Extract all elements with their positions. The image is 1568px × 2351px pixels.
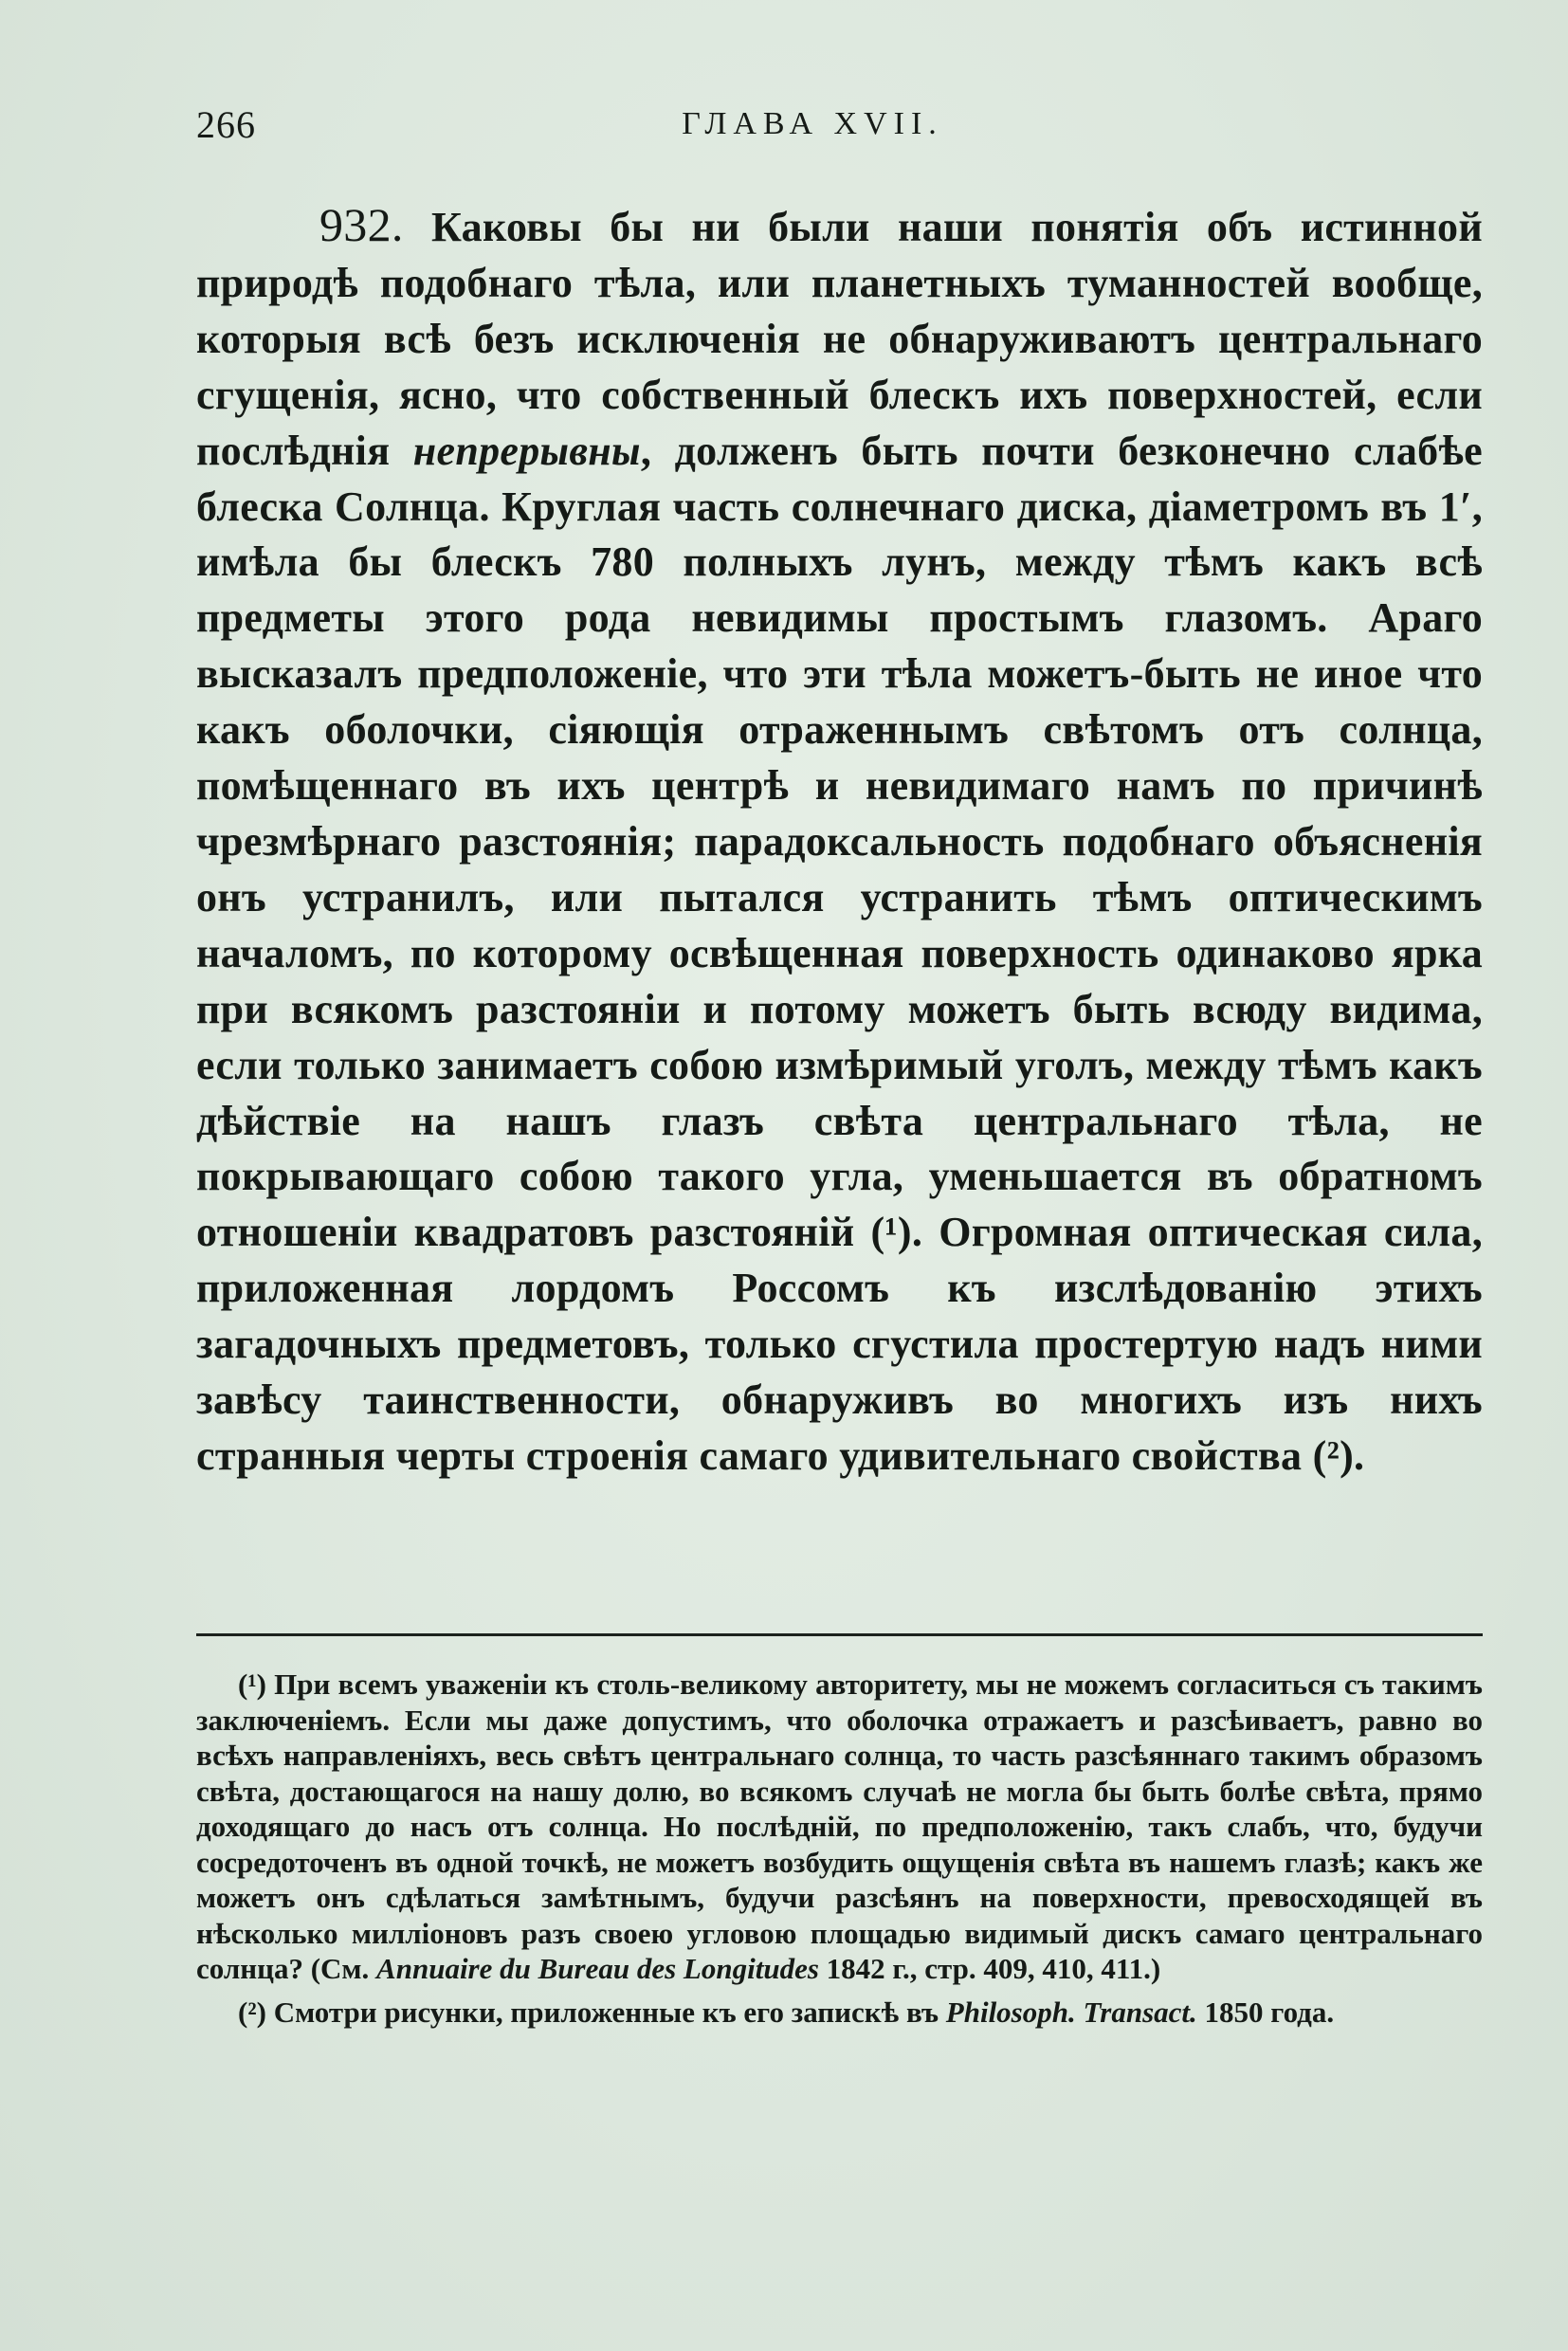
footnote-1-marker: (¹) xyxy=(238,1668,266,1701)
footnote-1 xyxy=(196,1667,1483,1987)
footnotes xyxy=(196,1667,1483,2030)
running-title: ГЛАВА XVII. xyxy=(682,106,943,141)
footnote-2-tail: 1850 года. xyxy=(1196,1995,1335,2029)
footnote-1-text: При всемъ уваженіи къ столь-великому авторитету, мы не можемъ согласиться съ такимъ заключеніемъ. Если мы даже допустимъ, что оболочка отражаетъ и разсѣиваетъ, равно во всѣхъ направленіяхъ, весь свѣтъ центральнаго солнца, то часть разсѣяннаго такимъ образомъ свѣта, достающагося на нашу долю, во всякомъ случаѣ не могла бы быть болѣе свѣта, прямо доходящаго до насъ отъ солнца. Но послѣдній, по предположенію, такъ слабъ, что, будучи сосредоточенъ въ одной точкѣ, не можетъ возбудить ощущенія свѣта въ нашемъ глазѣ; какъ же можетъ онъ сдѣлаться замѣтнымъ, будучи разсѣянъ на поверхности, превосходящей въ нѣсколько милліоновъ разъ своею угловою площадью видимый дискъ самаго центральнаго солнца? (См. xyxy=(196,1668,1483,1985)
footnote-rule xyxy=(196,1633,1483,1636)
footnote-1-source: Annuaire du Bureau des Longitudes xyxy=(376,1952,819,1985)
paragraph-932 xyxy=(196,197,1483,1485)
footnote-2-source: Philosoph. Transact. xyxy=(945,1995,1197,2029)
paragraph-text-part-2: , долженъ быть почти безконечно слабѣе блеска Солнца. Круглая часть солнечнаго диска, діаметромъ въ 1′, имѣла бы блескъ 780 полныхъ лунъ, между тѣмъ какъ всѣ предметы этого рода невидимы простымъ глазомъ. Араго высказалъ предположеніе, что эти тѣла можетъ-быть не иное что какъ оболочки, сіяющія отраженнымъ свѣтомъ отъ солнца, помѣщеннаго въ ихъ центрѣ и невидимаго намъ по причинѣ чрезмѣрнаго разстоянія; парадоксальность подобнаго объясненія онъ устранилъ, или пытался устранить тѣмъ оптическимъ началомъ, по которому освѣщенная поверхность одинаково ярка при всякомъ разстояніи и потому можетъ быть всюду видима, если только занимаетъ собою измѣримый уголъ, между тѣмъ какъ дѣйствіе на нашъ глазъ свѣта центральнаго тѣла, не покрывающаго собою такого угла, уменьшается въ обратномъ отношеніи квадратовъ разстояній (¹). Огромная оптическая сила, приложенная лордомъ Россомъ къ изслѣдованію этихъ загадочныхъ предметовъ, только сгустила простертую надъ ними завѣсу таинственности, обнаруживъ во многихъ изъ нихъ странныя черты строенія самаго удивительнаго свойства (²). xyxy=(196,427,1483,1479)
paragraph-text-part-1: Каковы бы ни были наши понятія объ истинной природѣ подобнаго тѣла, или планетныхъ туманностей вообще, которыя всѣ безъ исключенія не обнаруживаютъ центральнаго сгущенія, ясно, что собственный блескъ ихъ поверхностей, если послѣднія xyxy=(196,204,1483,474)
footnote-2-marker: (²) xyxy=(238,1995,266,2029)
footnote-2-text: Смотри рисунки, приложенные къ его запискѣ въ xyxy=(265,1995,946,2029)
footnote-2 xyxy=(196,1995,1483,2031)
footnote-1-tail: 1842 г., стр. 409, 410, 411.) xyxy=(818,1952,1161,1985)
paragraph-emphasis: непрерывны xyxy=(412,427,641,474)
paragraph-number: 932. xyxy=(319,198,404,251)
page-number: 266 xyxy=(196,103,256,146)
main-paragraph xyxy=(196,197,1483,1485)
